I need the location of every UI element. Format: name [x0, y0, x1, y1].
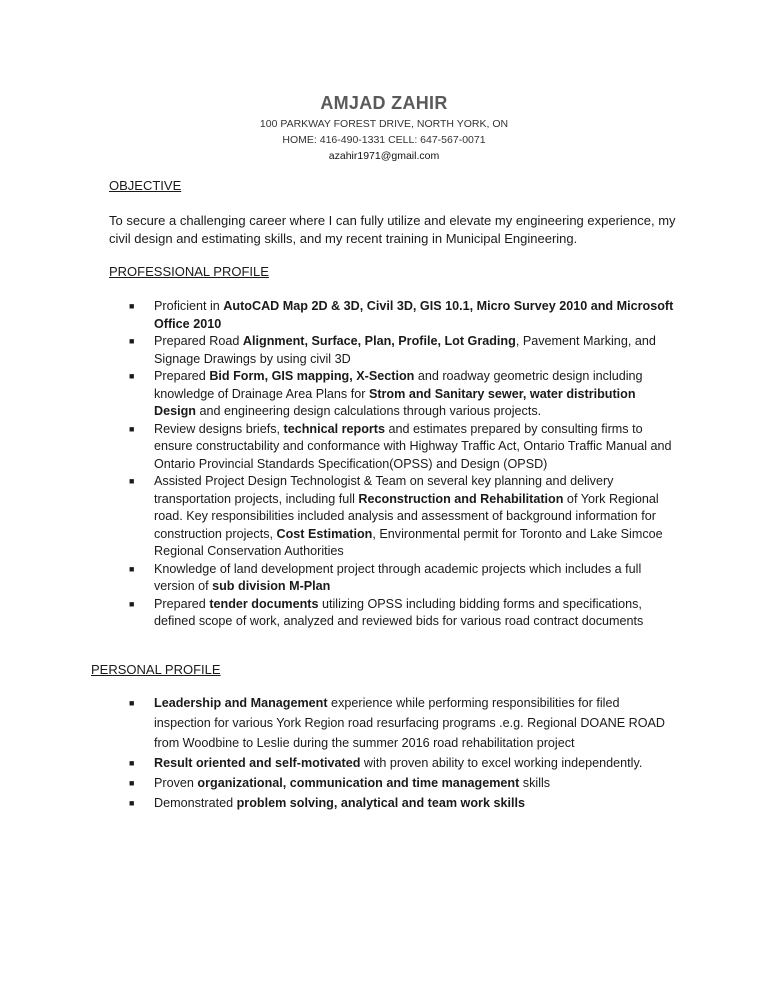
bullet-icon: ■: [129, 336, 135, 346]
bullet-icon: ■: [129, 798, 135, 808]
list-item: [0, 693, 674, 753]
text-run: experience while performing responsibilities for filed inspection for various York Region road resurfacing programs .e.g. Regional DOANE ROAD from Woodbine to Leslie during the summer 2016 road rehabilitation project: [154, 696, 665, 750]
phone-line: HOME: 416-490-1331 CELL: 647-567-0071: [282, 134, 486, 146]
text-run: and roadway geometric design including knowledge of Drainage Area Plans for: [154, 369, 643, 401]
professional-profile-heading: PROFESSIONAL PROFILE: [109, 264, 269, 279]
text-run: Proficient in: [154, 299, 224, 313]
bullet-icon: ■: [129, 598, 135, 609]
text-run: Demonstrated: [154, 796, 237, 810]
bold-run: Alignment, Surface, Plan, Profile, Lot Grading: [242, 334, 516, 348]
objective-heading: OBJECTIVE: [109, 178, 182, 193]
bold-run: Leadership and Management: [154, 696, 328, 710]
list-item-text: [154, 796, 525, 810]
list-item: [0, 368, 674, 421]
personal-profile-heading: PERSONAL PROFILE: [91, 662, 221, 677]
list-item-text: [154, 776, 550, 790]
bold-run: Bid Form, GIS mapping, X-Section: [209, 369, 415, 383]
bold-run: sub division M-Plan: [212, 579, 331, 593]
bullet-icon: ■: [129, 423, 135, 434]
bold-run: Result oriented and self-motivated: [154, 756, 361, 770]
text-run: , Environmental permit for Toronto and Lake Simcoe Regional Conservation Authorities: [154, 526, 663, 558]
list-item-text: [154, 299, 673, 331]
bullet-icon: ■: [129, 758, 135, 768]
list-item: [0, 333, 674, 368]
professional-profile-list: [0, 298, 674, 631]
personal-profile-list: [0, 693, 674, 813]
list-item-text: [154, 474, 663, 558]
bullet-icon: ■: [129, 563, 135, 574]
text-run: skills: [519, 776, 551, 790]
list-item: [0, 298, 674, 333]
text-run: Knowledge of land development project through academic projects which includes a full version of: [154, 561, 642, 593]
bold-run: problem solving, analytical and team work skills: [236, 796, 525, 810]
text-run: Prepared: [154, 596, 210, 611]
list-item-text: [154, 334, 656, 366]
bold-run: Cost Estimation: [276, 526, 373, 541]
list-item-text: [154, 562, 641, 594]
bullet-icon: ■: [129, 301, 135, 311]
list-item-text: [154, 696, 665, 750]
list-item: [0, 561, 674, 596]
text-run: Assisted Project Design Technologist & Team on several key planning and delivery transportation projects, including full: [154, 474, 614, 506]
list-item-text: [154, 422, 672, 471]
text-run: Review designs briefs,: [154, 421, 284, 436]
bold-run: Reconstruction and Rehabilitation: [358, 491, 564, 506]
objective-text: To secure a challenging career where I can fully utilize and elevate my engineering experience, my civil design and estimating skills, and my recent training in Municipal Engineering.: [109, 213, 676, 246]
bullet-icon: ■: [129, 778, 135, 788]
bold-run: AutoCAD Map 2D & 3D, Civil 3D, GIS 10.1, Micro Survey 2010 and Microsoft Office 2010: [154, 299, 674, 331]
bold-run: organizational, communication and time management: [197, 776, 520, 790]
bold-run: Strom and Sanitary sewer, water distribution Design: [154, 386, 636, 418]
bold-run: technical reports: [283, 421, 385, 436]
bold-run: tender documents: [209, 596, 319, 611]
list-item: [0, 753, 674, 773]
bullet-icon: ■: [129, 698, 135, 708]
text-run: and estimates prepared by consulting firms to ensure constructability and conformance with Highway Traffic Act, Ontario Traffic Manual and Ontario Provincial Standards Specification(OPSS) and Design (OPSD): [154, 421, 672, 471]
text-run: , Pavement Marking, and Signage Drawings by using civil 3D: [154, 334, 656, 366]
list-item: [0, 793, 674, 813]
list-item: [0, 773, 674, 793]
list-item-text: [154, 597, 643, 629]
email-line: azahir1971@gmail.com: [328, 150, 440, 162]
text-run: utilizing OPSS including bidding forms and specifications, defined scope of work, analyzed and reviewed bids for various road contract documents: [154, 596, 644, 628]
list-item: [0, 421, 674, 474]
bullet-icon: ■: [129, 371, 135, 381]
text-run: with proven ability to excel working independently.: [360, 756, 643, 770]
bullet-icon: ■: [129, 476, 135, 486]
text-run: Proven: [154, 776, 198, 790]
address-line: 100 PARKWAY FOREST DRIVE, NORTH YORK, ON: [259, 118, 509, 130]
text-run: Prepared: [154, 369, 210, 383]
text-run: of York Regional road. Key responsibilities included analysis and assessment of background information for construction projects,: [154, 491, 659, 541]
list-item-text: [154, 369, 643, 418]
list-item: [0, 473, 674, 561]
list-item: [0, 596, 674, 631]
text-run: and engineering design calculations through various projects.: [196, 404, 542, 418]
text-run: Prepared Road: [154, 334, 243, 348]
candidate-name: AMJAD ZAHIR: [320, 93, 448, 113]
list-item-text: [154, 756, 642, 770]
